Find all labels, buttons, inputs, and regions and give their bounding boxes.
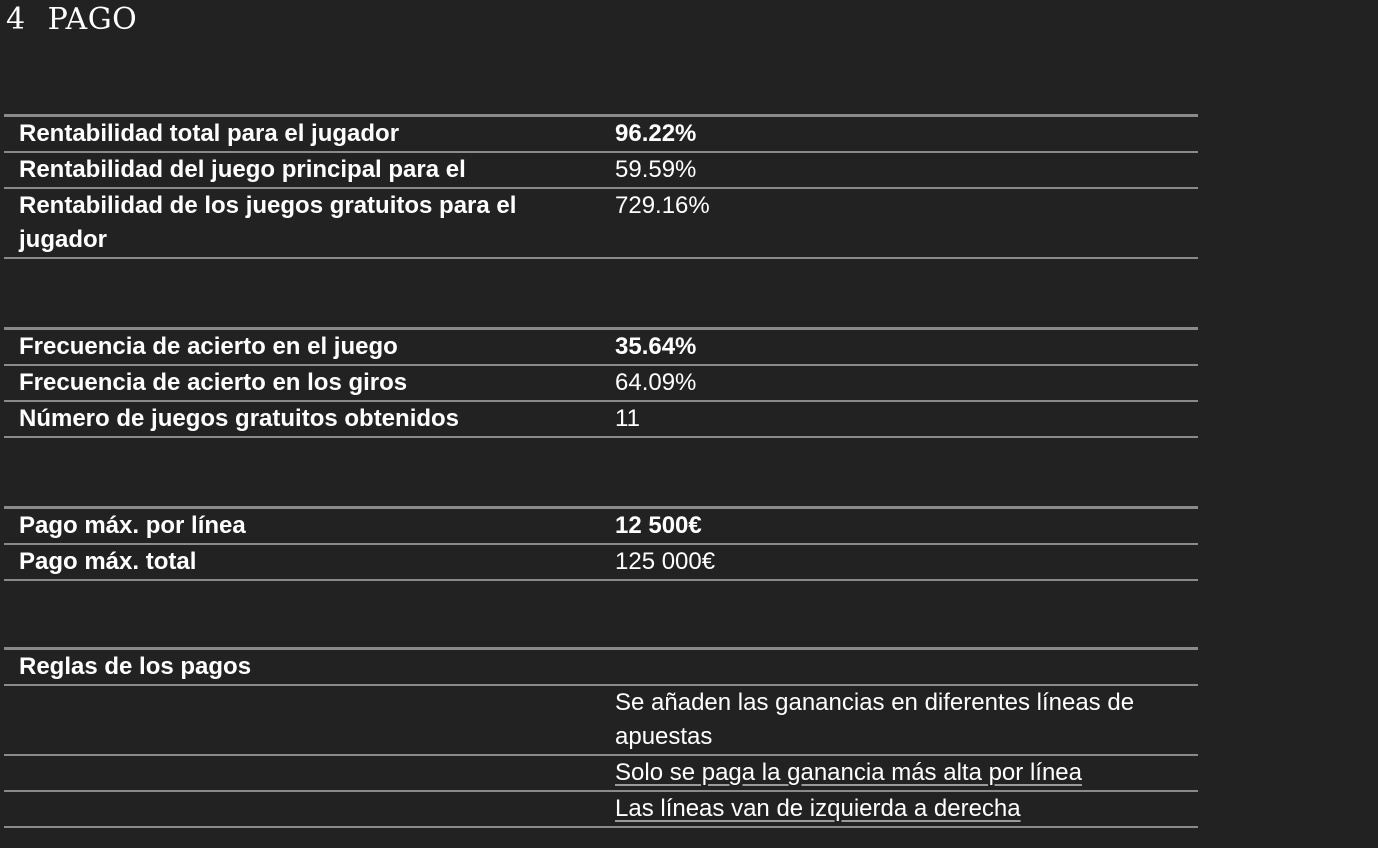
- table-row: [4, 114, 1198, 153]
- rules-table: [4, 647, 1198, 828]
- row-value: 11: [615, 405, 640, 432]
- row-label: Rentabilidad total para el jugador: [19, 120, 400, 147]
- rules-heading: Reglas de los pagos: [19, 653, 252, 680]
- section-heading: [6, 2, 137, 37]
- frequency-table: [4, 327, 1198, 438]
- row-value: 96.22%: [615, 120, 697, 147]
- table-row: [4, 792, 1198, 828]
- row-value-empty: [600, 650, 1198, 684]
- row-label-empty: [4, 792, 600, 826]
- section-number: 4: [6, 2, 26, 37]
- rule-item: Las líneas van de izquierda a derecha: [615, 795, 1021, 822]
- rule-item: Se añaden las ganancias en diferentes líneas de apuestas: [615, 689, 1135, 750]
- row-value: 12 500€: [615, 512, 702, 539]
- row-label: Pago máx. total: [19, 548, 197, 575]
- max-payout-table: [4, 506, 1198, 581]
- table-row: [4, 545, 1198, 581]
- table-row: [4, 189, 1198, 259]
- table-row: [4, 647, 1198, 686]
- table-row: [4, 506, 1198, 545]
- table-row: [4, 366, 1198, 402]
- row-value: 35.64%: [615, 333, 697, 360]
- section-title: PAGO: [47, 2, 138, 37]
- rtp-table: [4, 114, 1198, 259]
- rule-item: Solo se paga la ganancia más alta por línea: [615, 759, 1082, 786]
- row-label: Frecuencia de acierto en los giros: [19, 369, 408, 396]
- row-value: 59.59%: [615, 156, 697, 183]
- row-label: Pago máx. por línea: [19, 512, 246, 539]
- table-row: [4, 327, 1198, 366]
- row-label-empty: [4, 756, 600, 790]
- table-row: [4, 756, 1198, 792]
- row-value: 125 000€: [615, 548, 716, 575]
- table-row: [4, 686, 1198, 756]
- row-value: 64.09%: [615, 369, 697, 396]
- table-row: [4, 402, 1198, 438]
- row-label-empty: [4, 686, 600, 754]
- row-label: Frecuencia de acierto en el juego: [19, 333, 398, 360]
- row-label: Rentabilidad de los juegos gratuitos para el jugador: [19, 192, 517, 253]
- row-label: Número de juegos gratuitos obtenidos: [19, 405, 460, 432]
- table-row: [4, 153, 1198, 189]
- row-label: Rentabilidad del juego principal para el: [19, 156, 466, 183]
- row-value: 729.16%: [615, 192, 710, 219]
